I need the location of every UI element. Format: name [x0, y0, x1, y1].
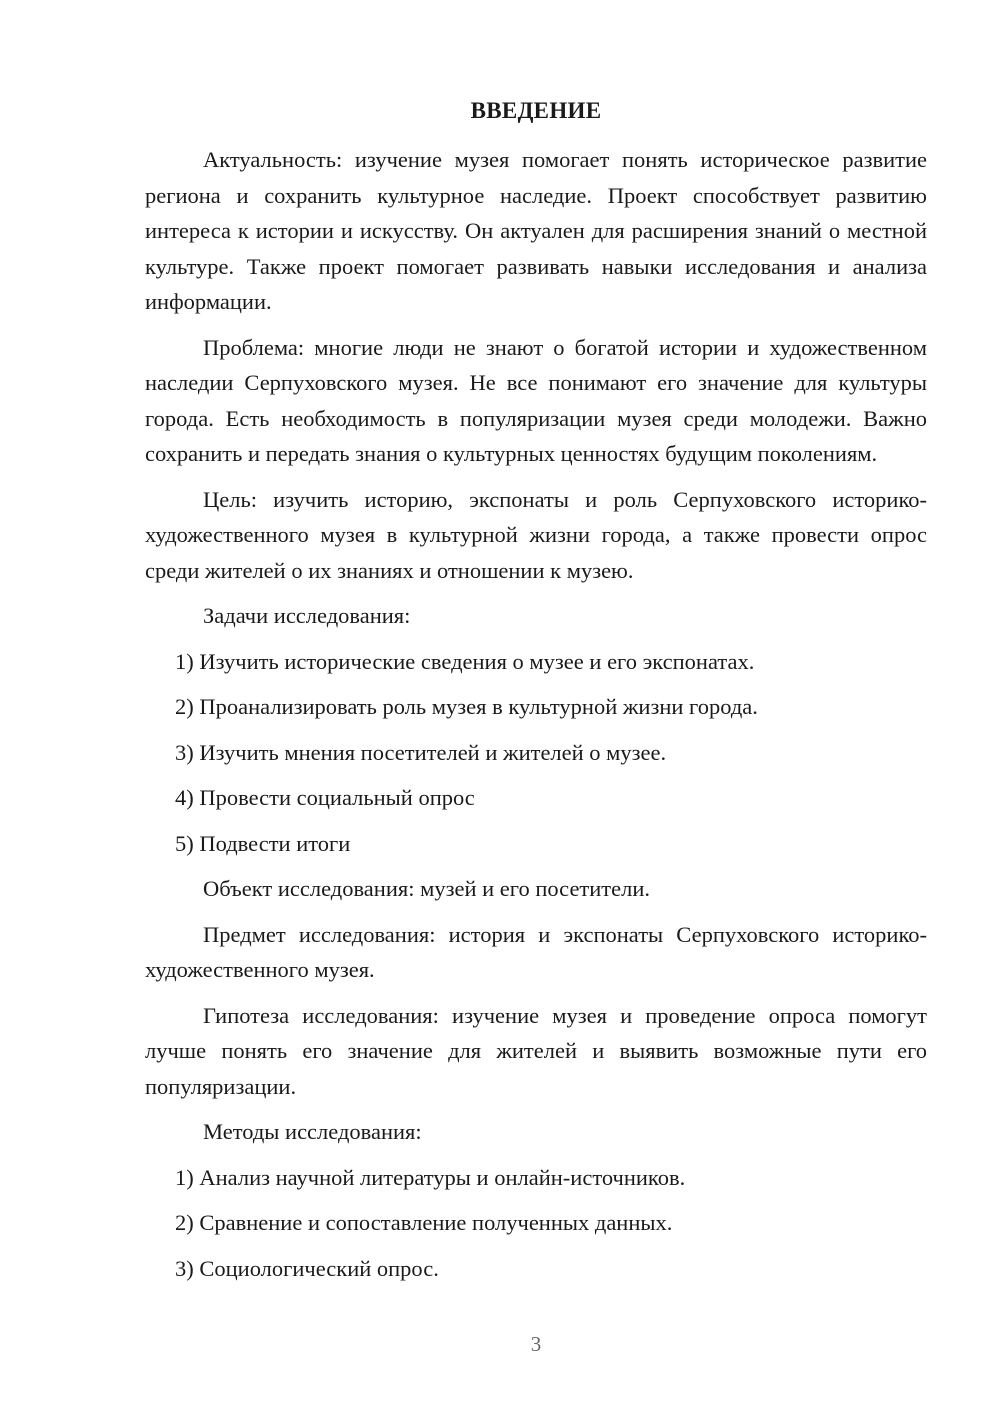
task-item: 4) Провести социальный опрос: [175, 785, 475, 810]
subject-paragraph: Предмет исследования: история и экспонаты Серпуховского историко-художественного музея.: [145, 921, 927, 982]
relevance-paragraph: Актуальность: изучение музея помогает понять историческое развитие региона и сохранить культурное наследие. Проект способствует развитию интереса к истории и искусству. Он актуален для расширения знаний о местной культуре. Также проект помогает развивать навыки исследования и анализа информации.: [145, 147, 927, 314]
task-item: 1) Изучить исторические сведения о музее и его экспонатах.: [175, 648, 755, 674]
task-item: 5) Подвести итоги: [175, 830, 351, 856]
goal-paragraph: Цель: изучить историю, экспонаты и роль Серпуховского историко-художественного музея в культурной жизни города, а также провести опрос среди жителей о их знаниях и отношении к музею.: [145, 486, 927, 583]
method-item: 1) Анализ научной литературы и онлайн-источников.: [175, 1164, 686, 1190]
hypothesis-paragraph: Гипотеза исследования: изучение музея и проведение опроса помогут лучше понять его значение для жителей и выявить возможные пути его популяризации.: [145, 1002, 927, 1099]
problem-paragraph: Проблема: многие люди не знают о богатой истории и художественном наследии Серпуховского музея. Не все понимают его значение для культуры города. Есть необходимость в популяризации музея среди молодежи. Важно сохранить и передать знания о культурных ценностях будущим поколениям.: [145, 334, 927, 466]
methods-heading: Методы исследования:: [203, 1119, 422, 1144]
task-item: 3) Изучить мнения посетителей и жителей о музее.: [175, 739, 667, 765]
object-paragraph: Объект исследования: музей и его посетители.: [203, 876, 651, 901]
method-item: 2) Сравнение и сопоставление полученных данных.: [175, 1210, 673, 1235]
document-body: [145, 142, 927, 1296]
task-item: 2) Проанализировать роль музея в культурной жизни города.: [175, 694, 758, 719]
method-item: 3) Социологический опрос.: [175, 1255, 439, 1281]
document-title: ВВЕДЕНИЕ: [470, 98, 602, 123]
tasks-heading: Задачи исследования:: [203, 603, 411, 628]
page-number: 3: [530, 1332, 542, 1356]
